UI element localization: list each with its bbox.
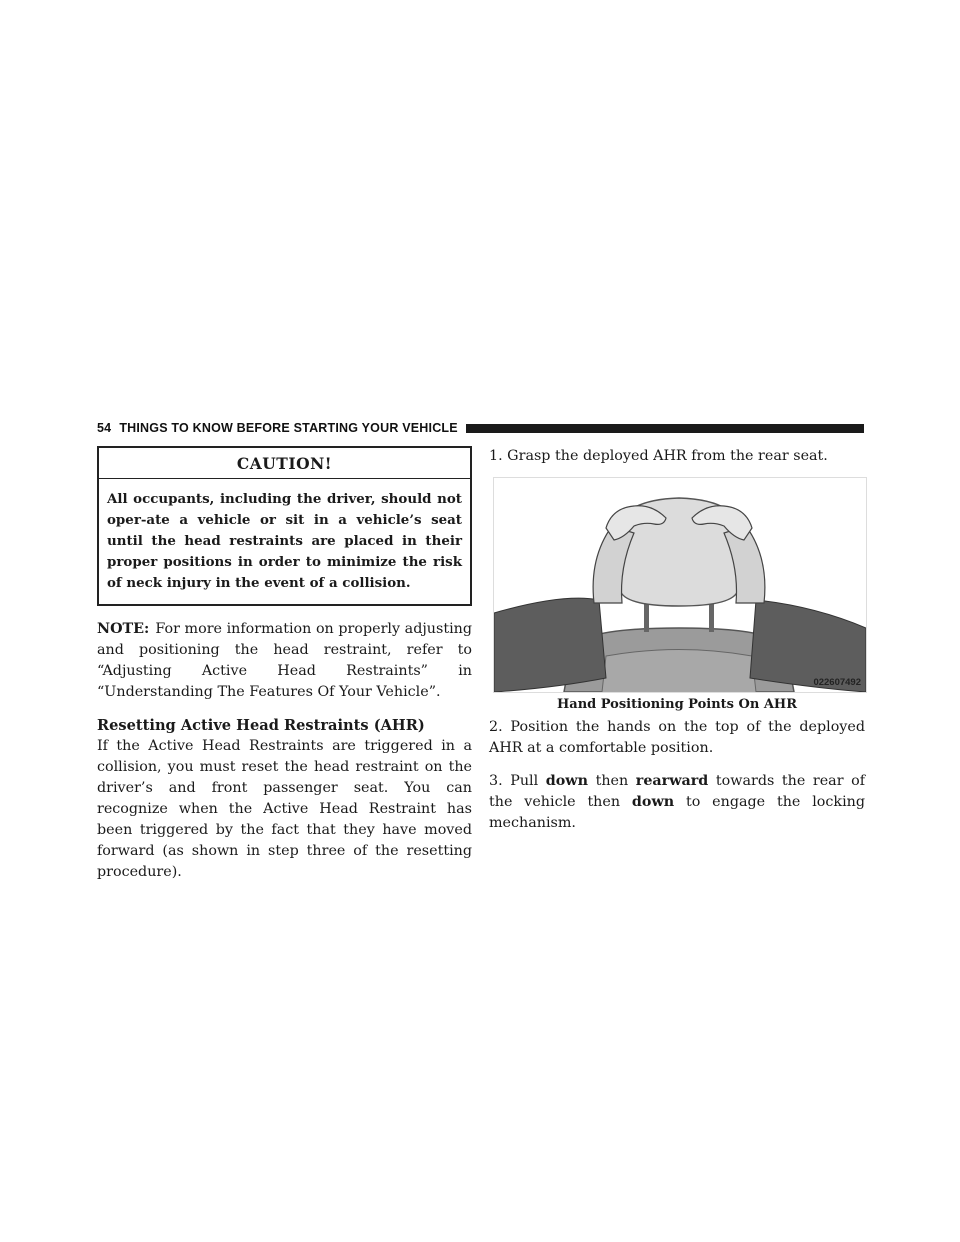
step-3-prefix: 3. Pull: [489, 773, 546, 789]
right-column: [489, 446, 865, 834]
left-arm: [494, 598, 606, 692]
head-restraint-illustration: [494, 478, 866, 692]
page-header: [97, 418, 864, 438]
step-3-down: down: [545, 773, 589, 789]
step-3: [489, 771, 865, 834]
note-paragraph: [97, 619, 472, 703]
header-rule: [466, 424, 864, 433]
ahr-illustration: [493, 477, 867, 693]
figure-caption: Hand Positioning Points On AHR: [556, 697, 797, 712]
caution-title: CAUTION!: [99, 448, 470, 479]
step-2: 2. Position the hands on the top of the deployed AHR at a comfortable position.: [489, 719, 865, 756]
section-title: THINGS TO KNOW BEFORE STARTING YOUR VEHICLE: [119, 421, 458, 435]
step-3-then: then: [588, 773, 636, 789]
section-heading: Resetting Active Head Restraints (AHR): [97, 717, 425, 734]
step-3-down-final: down: [631, 794, 675, 810]
caution-body: All occupants, including the driver, should not oper-ate a vehicle or sit in a vehicle’s seat until the head restraints are placed in their proper positions in order to minimize the risk of neck injury in the event of a collision.: [107, 491, 462, 591]
step-1: 1. Grasp the deployed AHR from the rear seat.: [489, 448, 828, 464]
caution-box: [97, 446, 472, 606]
figure-code: 022607492: [813, 677, 861, 688]
left-column: [97, 446, 472, 883]
note-label: NOTE:: [97, 621, 150, 637]
section-body: If the Active Head Restraints are triggered in a collision, you must reset the head restraint on the driver’s and front passenger seat. You can recognize when the Active Head Restraint has been triggered by the fact that they have moved forward (as shown in step three of the resetting procedure).: [97, 738, 472, 880]
note-text: For more information on properly adjusting and positioning the head restraint, refer to “Adjusting Active Head Restraints” in “Understanding The Features Of Your Vehicle”.: [97, 621, 472, 700]
step-3-middle: towards the rear of the vehicle then: [489, 773, 865, 810]
seat-panel: [602, 650, 756, 693]
page-number: 54: [97, 421, 112, 435]
step-3-suffix: to engage the locking mechanism.: [489, 794, 866, 831]
step-3-rearward: rearward: [635, 773, 709, 789]
